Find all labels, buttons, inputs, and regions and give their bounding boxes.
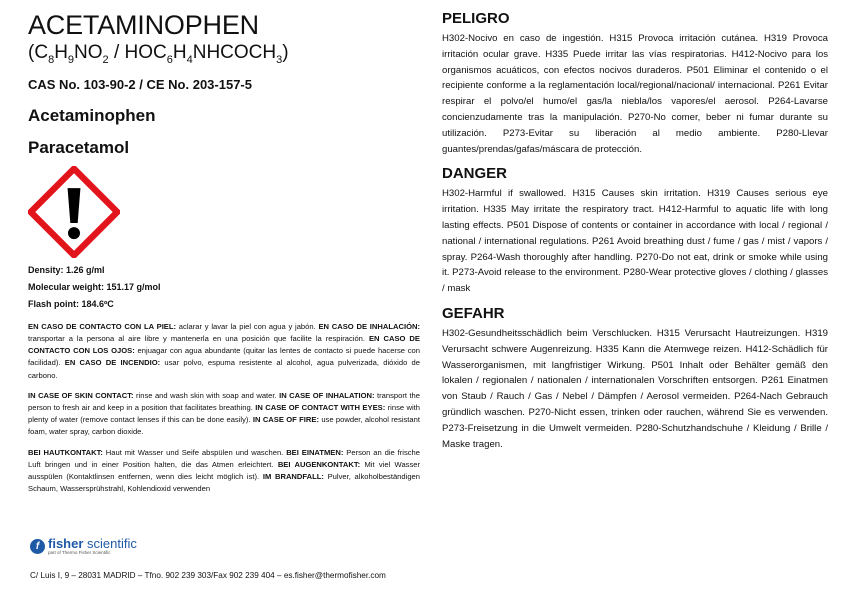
hazard-heading-spanish: PELIGRO <box>442 10 510 27</box>
density: Density: 1.26 g/ml <box>28 264 105 275</box>
fisher-scientific-logo: f fisher scientific part of Thermo Fisher Scientific <box>30 537 137 555</box>
hazard-text-english: H302-Harmful if swallowed. H315 Causes skin irritation. H319 Causes serious eye irritation. H335 May irritate the respiratory tract. H412-Harmful to aquatic life with long lasting effects. P501 Dispose of contents or container in accordance with local / regional / national / international regulations. P261 Avoid breathing dust / fume / gas / mist / vapors / spray. P264-Wash thoroughly after handling. P270-Do not eat, drink or smoke while using it. P273-Avoid release to the environment. P280-Wear protective gloves / clothing / glasses / mask <box>442 188 828 295</box>
first-aid-english: IN CASE OF SKIN CONTACT: rinse and wash skin with soap and water. IN CASE OF INHALATION: transport the person to fresh air and keep in a position that facilitates breathing. IN CASE OF CONTACT WITH EYES: rinse with plenty of water (remove contact lenses if this can be done easily). IN CASE OF FIRE: use powder, alcohol resistant foam, water spray, carbon dioxide. <box>28 390 421 437</box>
contact-footer: C/ Luis I, 9 – 28031 MADRID – Tfno. 902 239 303/Fax 902 239 404 – es.fisher@thermofisher.com <box>30 571 386 580</box>
molecular-weight: Molecular weight: 151.17 g/mol <box>28 281 161 292</box>
first-aid-german: BEI HAUTKONTAKT: Haut mit Wasser und Seife abspülen und waschen. BEI EINATMEN: Person an die frische Luft bringen und in einer Position halten, die das Atmen erleichtert. BEI AUGENKONTAKT: Mit viel Wasser ausspülen (Kontaktlinsen entfernen, wenn dies leicht möglich ist). IM BRANDFALL: Pulver, alkoholbeständigen Schaum, Wassersprühstrahl, Kohlendioxid verwenden <box>28 447 421 494</box>
flash-point: Flash point: 184.6ºC <box>28 298 114 309</box>
chemical-formula: ($C_8H_9NO_2$ / $HOC_6H_4NHCOCH_3$) <box>28 42 289 66</box>
synonym-acetaminophen: Acetaminophen <box>28 105 156 125</box>
physical-properties <box>28 262 420 313</box>
hazard-heading-german: GEFAHR <box>442 304 505 322</box>
synonym-paracetamol: Paracetamol <box>28 137 130 157</box>
chemical-name: ACETAMINOPHEN <box>28 10 259 40</box>
hazard-text-spanish: H302-Nocivo en caso de ingestión. H315 Provoca irritación cutánea. H319 Provoca irritación ocular grave. H335 Puede irritar las vías respiratorias. H412-Nocivo para los organismos acuáticos, con efectos nocivos duraderos. P501 Eliminar el contenido o el recipiente conforme a la reglamentación local/regional/nacional/ internacional. P261 Evitar respirar el polvo/el humo/el gas/la niebla/los vapores/el aerosol. P264-Lavarse concienzudamente tras la manipulación. P270-No comer, beber ni fumar durante su utilización. P273-Evitar su liberación al medio ambiente. P280-Llevar guantes/prendas/gafas/máscara de protección. <box>442 33 828 155</box>
logo-tagline: part of Thermo Fisher Scientific <box>48 550 111 555</box>
hazard-heading-english: DANGER <box>442 165 508 183</box>
cas-number: CAS No. 103-90-2 / CE No. 203-157-5 <box>28 76 252 92</box>
product-column <box>28 10 420 495</box>
hazard-text-german: H302-Gesundheitsschädlich beim Verschlucken. H315 Verursacht Hautreizungen. H319 Verursacht schwere Augenreizung. H335 Kann die Atemwege reizen. H412-Schädlich für Wasserorganismen, mit langfristiger Wirkung. P501 Inhalt oder Behälter gemäß den lokalen / regionalen / nationalen / internationalen Vorschriften entsorgen. P261 Einatmen von Staub / Rauch / Gas / Nebel / Dämpfen / Aerosol vermeiden. P264-Nach Gebrauch gründlich waschen. P270-Nicht essen, trinken oder rauchen, während Sie es verwenden. P273-Freisetzung in die Umwelt vermeiden. P280-Schutzhandschuhe / Kleidung / Brille / Maske tragen. <box>442 327 828 450</box>
exclamation-mark-ghs07-icon <box>28 166 120 258</box>
hazard-column <box>442 10 828 452</box>
first-aid-spanish: EN CASO DE CONTACTO CON LA PIEL: aclarar y lavar la piel con agua y jabón. EN CASO DE INHALACIÓN: transportar a la persona al aire libre y mantenerla en una posición que facilite la respiración. EN CASO DE CONTACTO CON LOS OJOS: enjuagar con agua abundante (quitar las lentes de contacto si puede hacerse con facilidad). EN CASO DE INCENDIO: usar polvo, espuma resistente al alcohol, agua pulverizada, dióxido de carbono. <box>28 321 420 380</box>
fisher-logo-icon: f <box>30 539 45 554</box>
